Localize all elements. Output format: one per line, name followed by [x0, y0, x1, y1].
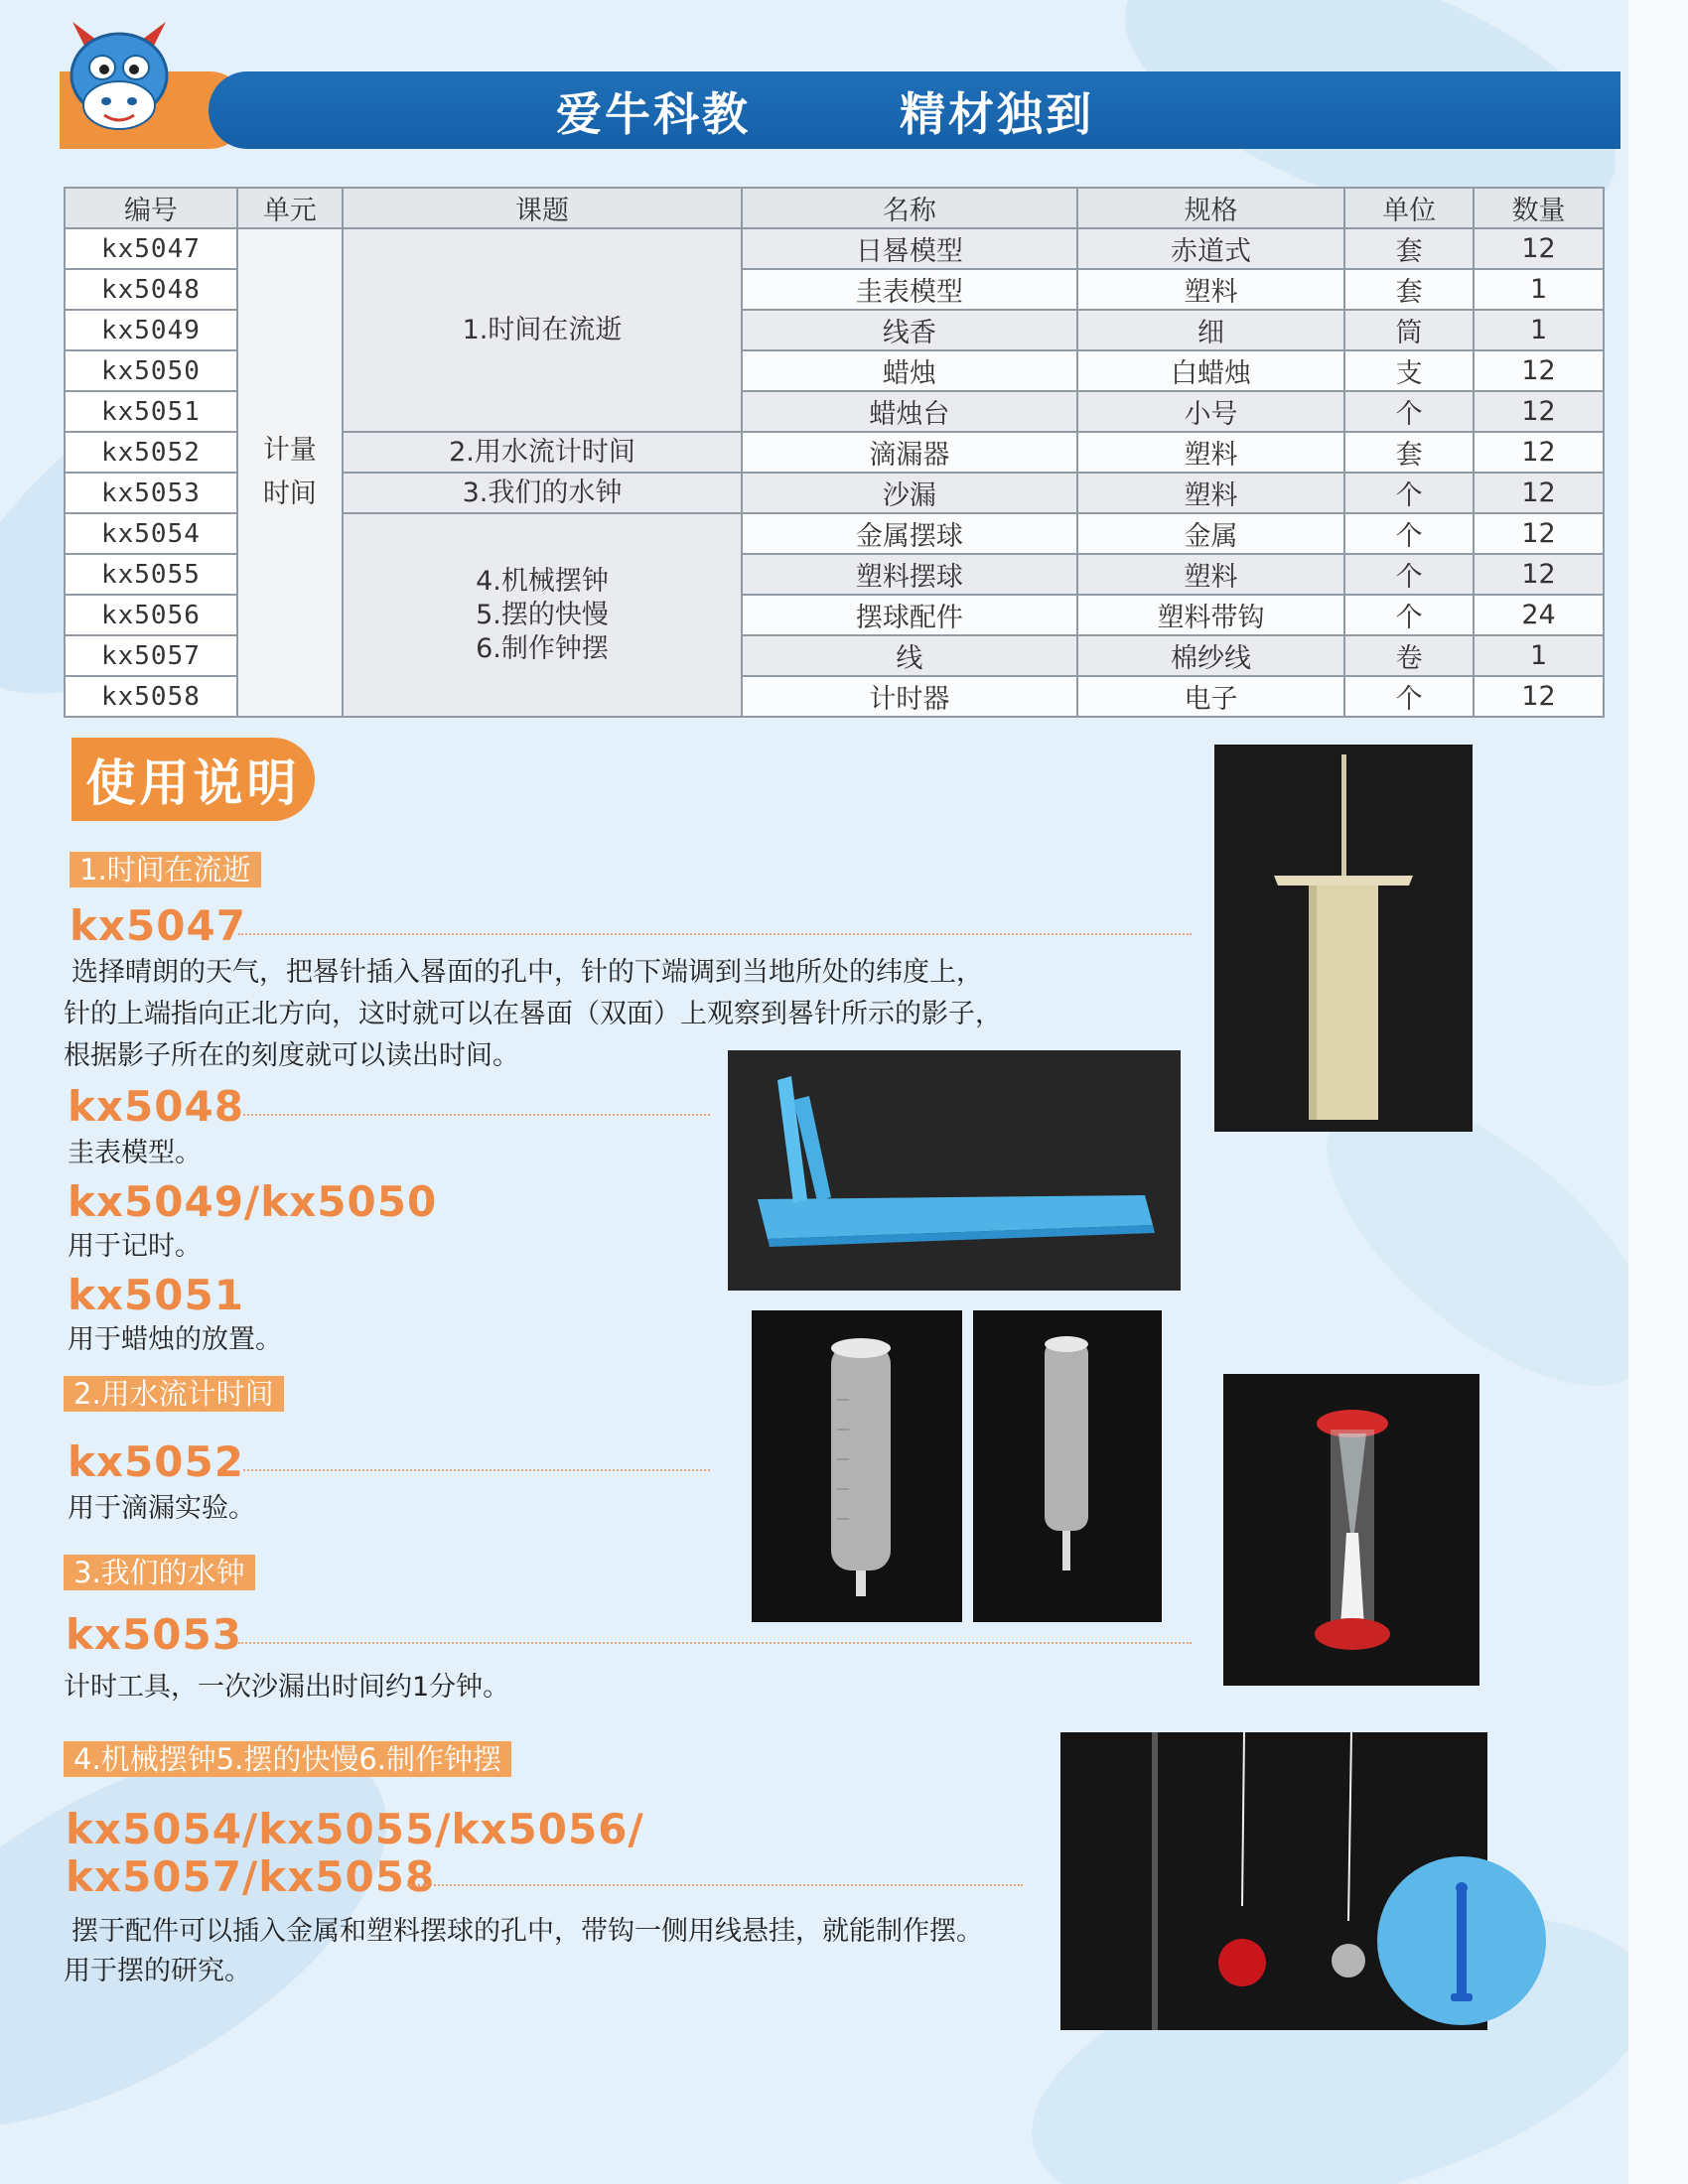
- col-header-code: 编号: [65, 188, 237, 228]
- cell-code: kx5053: [65, 473, 237, 513]
- desc-kx5049-kx5050: 用于记时。: [68, 1231, 202, 1262]
- cell-code: kx5049: [65, 310, 237, 350]
- col-header-quantity: 数量: [1474, 188, 1604, 228]
- cell-measure: 套: [1344, 432, 1474, 473]
- cell-topic-2: 2.用水流计时间: [343, 432, 742, 473]
- product-code-kx5048: kx5048: [68, 1082, 244, 1131]
- drip-vessel-large-photo: [752, 1310, 962, 1622]
- desc-kx5053: 计时工具，一次沙漏出时间约1分钟。: [64, 1672, 510, 1703]
- header-title: [556, 81, 1450, 141]
- cell-name: 日晷模型: [742, 228, 1077, 269]
- cell-quantity: 12: [1474, 513, 1604, 554]
- cow-mascot-logo: [55, 18, 184, 147]
- header-title-right: 精材独到: [900, 87, 1094, 141]
- section-label-3: 3.我们的水钟: [64, 1555, 255, 1590]
- desc-kx5051: 用于蜡烛的放置。: [68, 1324, 282, 1355]
- cell-name: 蜡烛台: [742, 391, 1077, 432]
- cell-measure: 套: [1344, 228, 1474, 269]
- product-code-kx5052: kx5052: [68, 1437, 244, 1486]
- instructions-title: 使用说明: [71, 738, 315, 821]
- desc-kx5047-line2: 针的上端指向正北方向，这时就可以在晷面（双面）上观察到晷针所示的影子，: [64, 999, 1002, 1029]
- product-code-kx5054-kx5058-line2: kx5057/kx5058: [66, 1852, 436, 1901]
- cell-spec: 塑料: [1077, 554, 1345, 595]
- cell-name: 计时器: [742, 676, 1077, 717]
- cell-spec: 赤道式: [1077, 228, 1345, 269]
- cell-measure: 支: [1344, 350, 1474, 391]
- product-code-kx5049-kx5050: kx5049/kx5050: [68, 1177, 438, 1226]
- product-table: [64, 187, 1605, 718]
- cell-quantity: 1: [1474, 310, 1604, 350]
- desc-pendulum-line2: 用于摆的研究。: [64, 1956, 251, 1986]
- cell-quantity: 12: [1474, 350, 1604, 391]
- cell-code: kx5055: [65, 554, 237, 595]
- dotted-leader: [243, 1469, 710, 1471]
- sand-timer-photo: [1223, 1374, 1479, 1686]
- page-right-margin: [1628, 0, 1688, 2184]
- cell-name: 摆球配件: [742, 595, 1077, 635]
- cell-quantity: 1: [1474, 269, 1604, 310]
- cell-measure: 套: [1344, 269, 1474, 310]
- cell-name: 塑料摆球: [742, 554, 1077, 595]
- cell-code: kx5058: [65, 676, 237, 717]
- product-code-kx5054-kx5058-line1: kx5054/kx5055/kx5056/: [66, 1805, 644, 1853]
- gnomon-model-photo: [728, 1050, 1181, 1291]
- cell-spec: 白蜡烛: [1077, 350, 1345, 391]
- section-label-4: 4.机械摆钟5.摆的快慢6.制作钟摆: [64, 1741, 511, 1777]
- cell-quantity: 24: [1474, 595, 1604, 635]
- cell-quantity: 12: [1474, 391, 1604, 432]
- cell-spec: 电子: [1077, 676, 1345, 717]
- cell-topic-4: [343, 513, 742, 717]
- cell-measure: 个: [1344, 391, 1474, 432]
- section-label-2: 2.用水流计时间: [64, 1376, 284, 1412]
- cell-code: kx5056: [65, 595, 237, 635]
- cell-quantity: 1: [1474, 635, 1604, 676]
- table-row: [65, 228, 1604, 269]
- cell-measure: 卷: [1344, 635, 1474, 676]
- cell-spec: 细: [1077, 310, 1345, 350]
- cell-measure: 个: [1344, 676, 1474, 717]
- cell-name: 金属摆球: [742, 513, 1077, 554]
- col-header-measure: 单位: [1344, 188, 1474, 228]
- cell-quantity: 12: [1474, 554, 1604, 595]
- cell-spec: 塑料: [1077, 269, 1345, 310]
- cell-quantity: 12: [1474, 473, 1604, 513]
- product-code-kx5051: kx5051: [68, 1271, 244, 1319]
- cell-spec: 塑料: [1077, 432, 1345, 473]
- dotted-leader: [238, 933, 1192, 935]
- dotted-leader: [243, 1114, 710, 1116]
- table-header-row: [65, 188, 1604, 228]
- topic-4-text: 4.机械摆钟 5.摆的快慢 6.制作钟摆: [476, 565, 609, 664]
- sundial-photo: [1214, 745, 1473, 1132]
- cell-code: kx5048: [65, 269, 237, 310]
- cell-quantity: 12: [1474, 432, 1604, 473]
- col-header-topic: 课题: [343, 188, 742, 228]
- dotted-leader: [238, 1642, 1192, 1644]
- header-title-left: 爱牛科教: [556, 87, 751, 141]
- col-header-spec: 规格: [1077, 188, 1345, 228]
- cell-name: 蜡烛: [742, 350, 1077, 391]
- cell-code: kx5051: [65, 391, 237, 432]
- cell-unit: [237, 228, 343, 717]
- col-header-name: 名称: [742, 188, 1077, 228]
- cell-spec: 塑料带钩: [1077, 595, 1345, 635]
- desc-kx5048: 圭表模型。: [68, 1138, 202, 1168]
- cell-topic-1: 1.时间在流逝: [343, 228, 742, 432]
- pendulum-hook-inset: [1375, 1854, 1549, 2028]
- product-code-kx5053: kx5053: [66, 1610, 242, 1659]
- desc-kx5047-line1: 选择晴朗的天气，把晷针插入晷面的孔中，针的下端调到当地所处的纬度上，: [71, 957, 983, 988]
- cell-spec: 小号: [1077, 391, 1345, 432]
- cell-name: 线香: [742, 310, 1077, 350]
- cell-measure: 筒: [1344, 310, 1474, 350]
- desc-kx5052: 用于滴漏实验。: [68, 1493, 255, 1524]
- cell-name: 沙漏: [742, 473, 1077, 513]
- section-label-1: 1.时间在流逝: [70, 852, 261, 887]
- cell-code: kx5057: [65, 635, 237, 676]
- product-code-kx5047: kx5047: [70, 901, 246, 950]
- cell-topic-3: 3.我们的水钟: [343, 473, 742, 513]
- col-header-unit: 单元: [237, 188, 343, 228]
- dotted-leader: [407, 1884, 1023, 1886]
- cell-name: 圭表模型: [742, 269, 1077, 310]
- unit-text: 计量 时间: [262, 435, 317, 509]
- desc-kx5047-line3: 根据影子所在的刻度就可以读出时间。: [64, 1040, 519, 1071]
- cell-spec: 棉纱线: [1077, 635, 1345, 676]
- cell-code: kx5054: [65, 513, 237, 554]
- cell-spec: 塑料: [1077, 473, 1345, 513]
- cell-name: 滴漏器: [742, 432, 1077, 473]
- cell-measure: 个: [1344, 513, 1474, 554]
- cell-measure: 个: [1344, 473, 1474, 513]
- cell-measure: 个: [1344, 595, 1474, 635]
- cell-quantity: 12: [1474, 228, 1604, 269]
- cell-quantity: 12: [1474, 676, 1604, 717]
- cell-measure: 个: [1344, 554, 1474, 595]
- cell-code: kx5047: [65, 228, 237, 269]
- cell-code: kx5050: [65, 350, 237, 391]
- drip-vessel-small-photo: [973, 1310, 1162, 1622]
- cell-name: 线: [742, 635, 1077, 676]
- desc-pendulum-line1: 摆于配件可以插入金属和塑料摆球的孔中，带钩一侧用线悬挂，就能制作摆。: [71, 1916, 983, 1947]
- cell-code: kx5052: [65, 432, 237, 473]
- cell-spec: 金属: [1077, 513, 1345, 554]
